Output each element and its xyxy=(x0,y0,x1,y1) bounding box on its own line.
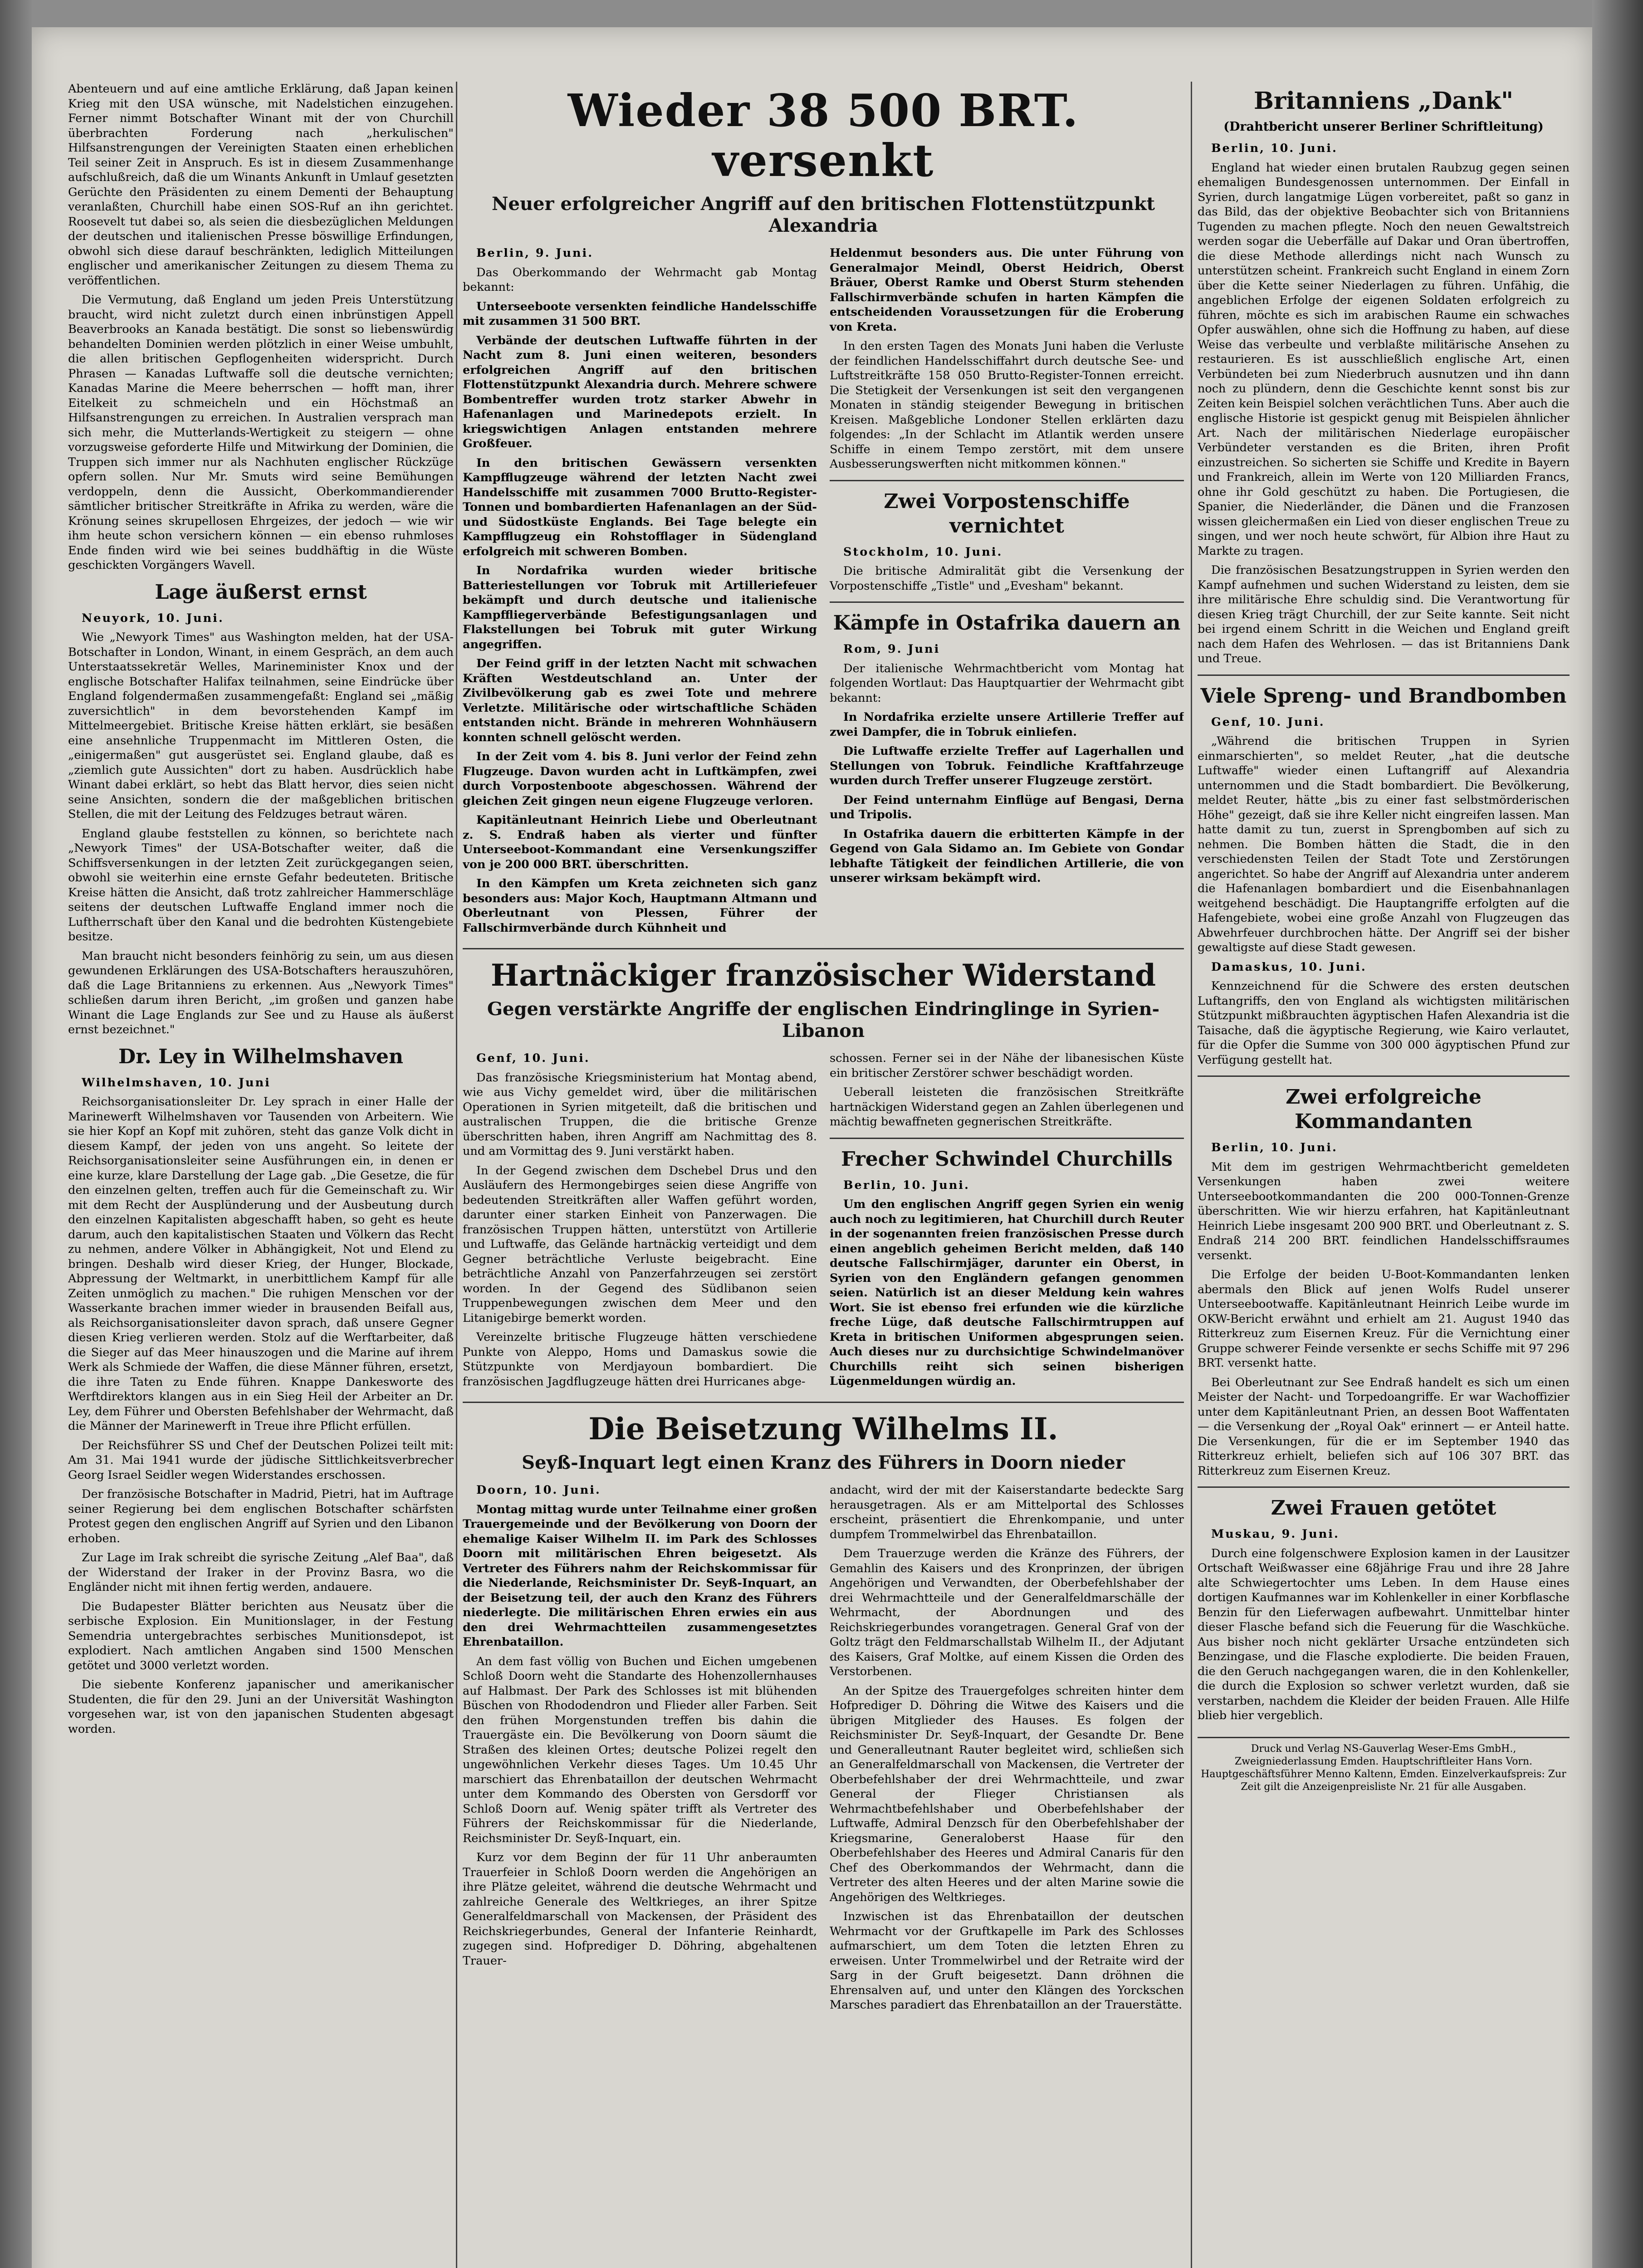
article-paragraph: Wie „Newyork Times" aus Washington melden, hat der USA-Botschafter in London, Winant, in einem Gespräch, an dem auch Unterstaatssekretär Welles, Marineminister Knox und der englische Botschafter Halifax teilnahmen, seine Eindrücke über England folgendermaßen zusammengefaßt: England sei „mäßig zuversichtlich" in dem bevorstehenden Kampf im Mittelmeergebiet. Britische Kreise hätten erklärt, sie besäßen eine ansehnliche Truppenmacht im Mittleren Osten, die „einigermaßen" gut ausgerüstet sei. England glaube, daß es „ziemlich gute Aussichten" dort zu haben. Ausdrücklich habe Winant dabei erklärt, so hebt das Blatt hervor, dies seien nicht seine Ansichten, sondern die der maßgeblichen britischen Stellen, die mit der Leitung des Feldzuges betraut wären. xyxy=(68,631,454,821)
report-paragraph: In den Kämpfen um Kreta zeichneten sich ganz besonders aus: Major Koch, Hauptmann Altmann und Oberleutnant von Plessen, Führer der Fallschirmverbände durch Kühnheit und xyxy=(463,877,817,935)
imprint-line: Druck und Verlag NS-Gauverlag Weser-Ems GmbH., xyxy=(1251,1743,1516,1755)
article-paragraph: England glaube feststellen zu können, so berichtete nach „Newyork Times" der USA-Botschafter weiter, daß die Schiffsversenkungen in der letzten Zeit zurückgegangen seien, obwohl sie weiterhin eine ernste Gefahr bedeuteten. Britische Kreise hätten die Ansicht, daß trotz zahlreicher Hammerschläge seitens der deutschen Luftwaffe England immer noch die Luftherrschaft über den Kanal und die bedrohten Küstengebiete besitze. xyxy=(68,826,454,943)
news-brief: Die siebente Konferenz japanischer und amerikanischer Studenten, die für den 29. Juni an der Universität Washington vorgesehen war, ist von den japanischen Studenten abgesagt worden. xyxy=(68,1678,454,1736)
report-paragraph: Der italienische Wehrmachtbericht vom Montag hat folgenden Wortlaut: Das Hauptquartier der Wehrmacht gibt bekannt: xyxy=(830,661,1184,705)
headline-vorposten: Zwei Vorpostenschiffe vernichtet xyxy=(884,489,1130,538)
report-paragraph: Unterseeboote versenkten feindliche Handelsschiffe mit zusammen 31 500 BRT. xyxy=(463,299,817,328)
article-paragraph: „Während die britischen Truppen in Syrien einmarschierten", so meldet Reuter, „hat die deutsche Luftwaffe" wieder einen Luftangriff auf Alexandria unternommen und die Stadt bombardiert. Die Bevölkerung, meldet Reuter, hätte „bis zu einer fast selbstmörderischen Höhe" gezeigt, daß sie ihre Keller nicht eingreifen lassen. Man hatte damit zu tun, zuerst in Sprengbomben auf sich zu nehmen. Die Bomben hätten die Stadt, die in den verschiedensten Teilen der Stadt Tote und Zerstörungen angerichtet. So habe der Angriff auf Alexandria unter anderem die Hafenanlagen bombardiert und die Eisenbahnanlagen weitgehend beschädigt. Die Hauptangriffe erfolgten auf die Hafengebiete, wobei eine große Anzahl von Flugzeugen das Abwehrfeuer durchbrochen hätte. Der Angriff sei der bisher gewaltigste auf diese Stadt gewesen. xyxy=(1198,734,1570,954)
article-paragraph: Die Vermutung, daß England um jeden Preis Unterstützung braucht, wird nicht zuletzt durch einen inbrünstigen Appell Beaverbrooks an Kanada bestätigt. Die sonst so liebenswürdig behandelten Dominien werden plötzlich in einer Weise umbuhlt, die allen britischen Gepflogenheiten widerspricht. Durch Phrasen — Kanadas Luftwaffe soll die deutsche vernichten; Kanadas Marine die Meere beherrschen — hofft man, ihrer Eitelkeit zu schmeicheln und ein Höchstmaß an Hilfsanstrengungen zu erreichen. In Australien versprach man sich mehr, die Mutterlands-Wertigkeit zu steigern — ohne vorzugsweise geforderte Hilfe und Mitwirkung der Dominien, die Truppen sich immer nur als Nachhuten englischer Rückzüge opfern sollen. Nur Mr. Smuts wird seine Bemühungen verdoppeln, denn die Aussicht, Oberkommandierender sämtlicher britischer Streitkräfte in Afrika zu werden, wäre die Krönung seines skrupellosen Ehrgeizes, der jedoch — wie wir ihm heute schon versichern können — ein ebenso ruhmloses Ende finden wird wie bei seines buddhäftig in die Wüste geschickten Vorgängers Wavell. xyxy=(68,293,454,572)
main-subheadline: Neuer erfolgreicher Angriff auf den britischen Flottenstützpunkt Alexandria xyxy=(491,193,1155,236)
article-paragraph: Vereinzelte britische Flugzeuge hätten verschiedene Punkte von Aleppo, Homs und Damaskus sowie die Stützpunkte von Merdjayoun bombardiert. Die französischen Jagdflugzeuge hätten drei Hurricanes abge- xyxy=(463,1330,817,1388)
beisetzung-columns xyxy=(463,1483,1184,2017)
report-paragraph: In Ostafrika dauern die erbitterten Kämpfe in der Gegend von Gala Sidamo an. Im Gebiete von Gondar lebhafte Tätigkeit der feindlichen Artillerie, die von unserer wirksam bekämpft wird. xyxy=(830,827,1184,885)
article-paragraph: Man braucht nicht besonders feinhörig zu sein, um aus diesen gewundenen Erklärungen des USA-Botschafters herauszuhören, daß die Lage Britanniens zu erkennen. Aus „Newyork Times" schließen darum ihren Bericht, „im großen und ganzen habe Winant die Lage Englands zur See und zu Hause als äußerst ernst bezeichnet." xyxy=(68,949,454,1036)
report-paragraph: In Nordafrika wurden wieder britische Batteriestellungen vor Tobruk mit Artilleriefeuer bekämpft und durch deutsche und italienische Kampffliegerverbände Befestigungsanlagen und Flakstellungen bei Tobruk mit guter Wirkung angegriffen. xyxy=(463,564,817,651)
news-brief: Der Reichsführer SS und Chef der Deutschen Polizei teilt mit: Am 31. Mai 1941 wurde der jüdische Sittlichkeitsverbrecher Georg Israel Seidler wegen Widerstandes erschossen. xyxy=(68,1438,454,1482)
headline-lage: Lage äußerst ernst xyxy=(155,580,367,604)
report-paragraph: In der Zeit vom 4. bis 8. Juni verlor der Feind zehn Flugzeuge. Davon wurden acht in Luftkämpfen, zwei durch Vorpostenboote abgeschossen. Während der gleichen Zeit gingen neun eigene Flugzeuge verloren. xyxy=(463,750,817,808)
widerstand-right xyxy=(830,1051,1184,1393)
article-paragraph: Kurz vor dem Beginn der für 11 Uhr anberaumten Trauerfeier in Schloß Doorn werden die Angehörigen an ihre Plätze geleitet, während die deutsche Wehrmacht und zahlreiche Generale des Weltkrieges, an ihrer Spitze Generalfeldmarschall von Mackensen, der Präsident des Reichskriegerbundes, General der Infanterie Reinhardt, zugegen sind. Hofprediger D. Döhring, abgehaltenen Trauer- xyxy=(463,1851,817,1968)
headline-bomben: Viele Spreng- und Brandbomben xyxy=(1200,684,1567,708)
scan-edge-left xyxy=(0,0,32,2268)
article-paragraph: Bei Oberleutnant zur See Endraß handelt es sich um einen Meister der Nacht- und Torpedoangriffe. Er war Wachoffizier unter dem Kapitänleutnant Prien, an dessen Boot Waffentaten — die Versenkung der „Royal Oak" erinnert — er Anteil hatte. Die Versenkungen, für die er im September 1940 das Ritterkreuz erhielt, beliefen sich auf 106 307 BRT. das Ritterkreuz zum Eisernen Kreuz. xyxy=(1198,1375,1570,1478)
article-paragraph: Ueberall leisteten die französischen Streitkräfte hartnäckigen Widerstand gegen an Zahlen überlegenen und mächtig bewaffneten gegnerischen Streitkräfte. xyxy=(830,1085,1184,1129)
left-column xyxy=(68,82,454,1741)
article-paragraph: Die französischen Besatzungstruppen in Syrien werden den Kampf aufnehmen und suchen Widerstand zu leisten, dem sie ihre militärische Ehre schuldig sind. Die Verantwortung für diesen Krieg trägt Churchill, der zur Seite kannte. Seit nicht bei irgend einem Schritt in die Weichen und England greift nach dem Hafen des Wehrlosen. — das ist Britanniens Dank und Treue. xyxy=(1198,563,1570,665)
dateline: Neuyork, 10. Juni. xyxy=(82,611,224,625)
dateline: Muskau, 9. Juni. xyxy=(1211,1527,1340,1541)
article-paragraph: An dem fast völlig von Buchen und Eichen umgebenen Schloß Doorn weht die Standarte des Hohenzollernhauses auf Halbmast. Der Park des Schlosses ist mit blühenden Büschen von Rhododendron und Flieder aller Farben. Seit den frühen Morgenstunden treffen bis dahin die Trauergäste ein. Die Bevölkerung von Doorn säumt die Straßen des kleinen Ortes; deutsche Polizei regelt den ungewöhnlichen Verkehr dieses Tages. Um 10.45 Uhr marschiert das Ehrenbataillon der deutschen Wehrmacht unter dem Kommando des Obersten von Gersdorff vor Schloß Doorn auf. Wenig später trifft als Vertreter des Führers der Reichskommissar für die Niederlande, Reichsminister Dr. Seyß-Inquart, ein. xyxy=(463,1654,817,1845)
byline: (Drahtbericht unserer Berliner Schriftleitung) xyxy=(1223,120,1544,134)
dateline: Stockholm, 10. Juni. xyxy=(843,545,1003,559)
scan-edge-right xyxy=(1592,0,1643,2268)
imprint-line: Zeit gilt die Anzeigenpreisliste Nr. 21 für alle Ausgaben. xyxy=(1241,1781,1526,1793)
news-brief: Die Budapester Blätter berichten aus Neusatz über die serbische Explosion. Ein Munitionslager, in der Festung Semendria untergebrachtes serbisches Munitionsdepot, ist explodiert. Nach amtlichen Angaben sind 1500 Menschen getötet und 3000 verletzt worden. xyxy=(68,1599,454,1672)
article-paragraph: Die Erfolge der beiden U-Boot-Kommandanten lenken abermals den Blick auf jenen Wolfs Rudel unserer Unterseebootwaffe. Kapitänleutnant Heinrich Leibe wurde im OKW-Bericht erwähnt und erhielt am 21. August 1940 das Ritterkreuz zum Eisernen Kreuz. Für die Vernichtung einer Gruppe schwerer Feinde versenkte er sechs Schiffe mit 97 296 BRT. versenkt hatte. xyxy=(1198,1268,1570,1370)
article-paragraph: Montag mittag wurde unter Teilnahme einer großen Trauergemeinde und der Bevölkerung von Doorn der ehemalige Kaiser Wilhelm II. im Park des Schlosses Doorn mit militärischen Ehren beigesetzt. Als Vertreter des Führers nahm der Reichskommissar für die Niederlande, Reichsminister Dr. Seyß-Inquart, an der Beisetzung teil, der auch den Kranz des Führers niederlegte. Die militärischen Ehren erwies ein aus den drei Wehrmachtteilen zusammengesetztes Ehrenbataillon. xyxy=(463,1502,817,1649)
report-paragraph: Der Feind griff in der letzten Nacht mit schwachen Kräften Westdeutschland an. Unter der Zivilbevölkerung gab es zwei Tote und mehrere Verletzte. Militärische oder wirtschaftliche Schäden entstanden nicht. Brände in mehreren Wohnhäusern konnten schnell gelöscht werden. xyxy=(463,657,817,744)
dateline: Berlin, 10. Juni. xyxy=(843,1178,970,1192)
dateline: Berlin, 10. Juni. xyxy=(1211,1141,1338,1154)
center-column xyxy=(463,82,1184,2017)
article-paragraph: Inzwischen ist das Ehrenbataillon der deutschen Wehrmacht vor der Gruftkapelle im Park des Schlosses aufmarschiert, um dem Toten die letzten Ehren zu erweisen. Unter Trommelwirbel und der Retraite wird der Sarg in der Gruft beigesetzt. Dann dröhnen die Ehrensalven auf, und unter den Klängen des Yorckschen Marsches paradiert das Ehrenbataillon an der Trauerstätte. xyxy=(830,1910,1184,2012)
article-paragraph: schossen. Ferner sei in der Nähe der libanesischen Küste ein britischer Zerstörer schwer beschädigt worden. xyxy=(830,1051,1184,1080)
right-column xyxy=(1198,82,1570,1794)
dateline: Genf, 10. Juni. xyxy=(476,1051,590,1065)
article-paragraph: andacht, wird der mit der Kaiserstandarte bedeckte Sarg herausgetragen. Als er am Mittelportal des Schlosses erscheint, präsentiert die Ehrenkompanie, und unter dumpfem Trommelwirbel das Ehrenbataillon. xyxy=(830,1483,1184,1541)
news-brief: Der französische Botschafter in Madrid, Pietri, hat im Auftrage seiner Regierung bei dem englischen Botschafter schärfsten Protest gegen den englischen Angriff auf Syrien und den Libanon erhoben. xyxy=(68,1487,454,1545)
column-rule-1 xyxy=(456,82,457,2268)
divider xyxy=(830,601,1184,603)
dateline: Genf, 10. Juni. xyxy=(1211,715,1325,729)
divider xyxy=(1198,1486,1570,1488)
headline-beisetzung: Die Beisetzung Wilhelms II. xyxy=(588,1411,1058,1447)
divider xyxy=(1198,675,1570,676)
headline-schwindel: Frecher Schwindel Churchills xyxy=(841,1147,1173,1171)
report-right xyxy=(830,246,1184,940)
news-brief: Zur Lage im Irak schreibt die syrische Zeitung „Alef Baa", daß der Widerstand der Iraker in der Provinz Basra, wo die Engländer nicht mit ihnen fertig werden, andauere. xyxy=(68,1551,454,1594)
report-paragraph: In den britischen Gewässern versenkten Kampfflugzeuge während der letzten Nacht zwei Handelsschiffe mit zusammen 7000 Brutto-Register-Tonnen und bombardierten Hafenanlagen an der Süd- und Südostküste Englands. Bei Tage belegte ein Kampfflugzeug ein Rohstofflager in Südengland erfolgreich mit schweren Bomben. xyxy=(463,456,817,558)
article-paragraph: Reichsorganisationsleiter Dr. Ley sprach in einer Halle der Marinewerft Wilhelmshaven vor Tausenden von Arbeitern. Wie sie hier Kopf an Kopf mit zuhören, steht das ganze Volk dicht in diesem Kampf, der jeden von uns angeht. So leitete der Reichsorganisationsleiter seine Ausführungen ein, in denen er eine kurze, klare Darstellung der Lage gab. „Die Gesetze, die für den einzelnen gelten, treffen auch für die Gemeinschaft zu. Wir mit dem Recht der Ausplünderung und der Ausbeutung durch den einzelnen Kapitalisten abgeschafft haben, so geht es heute darum, auch den kapitalistischen Staaten und Völkern das Recht zu nehmen, andere Völker in Abhängigkeit, Not und Elend zu bringen. Deshalb wird dieser Krieg, der Hunger, Blockade, Abpressung der Weltmarkt, in unerbittlichem Kampf für alle Zeiten unmöglich zu machen." Die ruhigen Menschen vor der Wasserkante brachen immer wieder in brausenden Beifall aus, als Reichsorganisationsleiter davon sprach, daß unsere Gegner diesen Krieg verlieren werden. Stolz auf die Werftarbeiter, daß die Sieger auf das Meer hinauszogen und die Marine auf ihrem Werk als Schmiede der Waffen, die diese Männer führen, ersetzt, die ihre Taten zu Ende führen. Knappe Dankesworte des Werftdirektors klangen aus in ein Sieg Heil der Arbeiter an Dr. Ley, dem Führer und Obersten Befehlshaber der Wehrmacht, daß die Männer der Marinewerft in Treue ihre Pflicht erfüllen. xyxy=(68,1095,454,1433)
beisetzung-left xyxy=(463,1483,817,2017)
imprint-line: Zweigniederlassung Emden. Hauptschriftleiter Hans Vorn. xyxy=(1234,1755,1533,1767)
subheadline-beisetzung: Seyß-Inquart legt einen Kranz des Führers in Doorn nieder xyxy=(522,1452,1125,1473)
report-left xyxy=(463,246,817,940)
report-paragraph: Die Luftwaffe erzielte Treffer auf Lagerhallen und Stellungen von Tobruk. Feindliche Kraftfahrzeuge wurden durch Treffer unserer Flugzeuge zerstört. xyxy=(830,744,1184,787)
headline-dank: Britanniens „Dank" xyxy=(1253,87,1514,115)
headline-widerstand: Hartnäckiger französischer Widerstand xyxy=(490,958,1156,993)
dateline: Berlin, 10. Juni. xyxy=(1211,142,1338,155)
main-headline: Wieder 38 500 BRT. versenkt xyxy=(567,85,1079,187)
report-paragraph: Der Feind unternahm Einflüge auf Bengasi, Derna und Tripolis. xyxy=(830,793,1184,821)
article-paragraph: Mit dem im gestrigen Wehrmachtbericht gemeldeten Versenkungen haben zwei weitere Unterseebootkommandanten die 200 000-Tonnen-Grenze überschritten. Wie wir hierzu erfahren, hat Kapitänleutnant Heinrich Liebe insgesamt 200 900 BRT. und Oberleutnant z. S. Endraß 214 200 BRT. feindlichen Handelsschiffsraumes versenkt. xyxy=(1198,1160,1570,1262)
report-paragraph: Die britische Admiralität gibt die Versenkung der Vorpostenschiffe „Tistle" und „Evesham" bekannt. xyxy=(830,564,1184,593)
divider xyxy=(463,948,1184,949)
article-paragraph: In der Gegend zwischen dem Dschebel Drus und den Ausläufern des Hermongebirges seien diese Angriffe von bedeutenden Streitkräften aller Waffen geführt worden, darunter einer starken Einheit von Panzerwagen. Die französischen Truppen hätten, unterstützt von Artillerie und Luftwaffe, das Gelände hartnäckig verteidigt und dem Gegner beträchtliche Verluste beigebracht. Eine beträchtliche Anzahl von Panzerfahrzeugen sei zerstört worden. In der Gegend des Südlibanon seien Truppenbewegungen zwischen dem Meer und den Litanigebirge bemerkt worden. xyxy=(463,1163,817,1325)
subheadline-widerstand: Gegen verstärkte Angriffe der englischen Eindringlinge in Syrien-Libanon xyxy=(487,998,1160,1041)
beisetzung-right xyxy=(830,1483,1184,2017)
article-paragraph: Durch eine folgenschwere Explosion kamen in der Lausitzer Ortschaft Weißwasser eine 68jährige Frau und ihre 28 Jahre alte Schwiegertochter ums Leben. In dem Hause eines dortigen Kaufmannes war im Kohlenkeller in einer Korbflasche Benzin für den Lieferwagen aufbewahrt. Unmittelbar hinter dieser Flasche befand sich die Feuerung für die Waschküche. Aus bisher noch nicht geklärter Ursache entzündeten sich Benzingase, und die Flasche explodierte. Die beiden Frauen, die den Geruch nachgegangen waren, die in den Kohlenkeller, die durch die Explosion so schwer verletzt wurden, daß sie verstarben, nachdem die Kleider der beiden Frauen. Alle Hilfe blieb hier vergeblich. xyxy=(1198,1546,1570,1722)
report-paragraph: In den ersten Tagen des Monats Juni haben die Verluste der feindlichen Handelsschiffahrt durch deutsche See- und Luftstreitkräfte 158 050 Brutto-Register-Tonnen erreicht. Die Stetigkeit der Versenkungen ist seit den vergangenen Monaten in ständig steigender Bewegung in britischen Kreisen. Maßgebliche Londoner Stellen erklärten dazu folgendes: „In der Schlacht im Atlantik werden unsere Schiffe in einem Tempo zerstört, mit dem unsere Ausbesserungswerften nicht mitkommen können." xyxy=(830,339,1184,471)
report-columns xyxy=(463,246,1184,940)
widerstand-columns xyxy=(463,1051,1184,1393)
headline-frauen: Zwei Frauen getötet xyxy=(1271,1496,1496,1520)
divider xyxy=(830,480,1184,481)
imprint-line: Hauptgeschäftsführer Menno Kaltenn, Emden. Einzelverkaufspreis: Zur xyxy=(1201,1768,1566,1780)
report-paragraph: In Nordafrika erzielte unsere Artillerie Treffer auf zwei Dampfer, die in Tobruk einliefen. xyxy=(830,710,1184,739)
article-continuation: Abenteuern und auf eine amtliche Erklärung, daß Japan keinen Krieg mit den USA wünsche, mit Nadelstichen einzugehen. Ferner nimmt Botschafter Winant mit der von Churchill überbrachten Forderung nach „herkulischen" Hilfsanstrengungen der Vereinigten Staaten einen erheblichen Teil seiner Zeit in Anspruch. Es ist in diesem Zusammenhange aufschlußreich, daß die um Winants Ankunft in Umlauf gesetzten Gerüchte den Präsidenten zu einem Dementi der Behauptung veranlaßten, Churchill habe einen SOS-Ruf an ihn gerichtet. Roosevelt tut dabei so, als seien die diesbezüglichen Meldungen der deutschen und italienischen Presse böswillige Erfindungen, obwohl sich diese darauf beschränkten, lediglich Mitteilungen englischer und amerikanischer Zeitungen zu diesem Thema zu veröffentlichen. xyxy=(68,82,454,288)
report-paragraph: Das Oberkommando der Wehrmacht gab Montag bekannt: xyxy=(463,265,817,294)
report-paragraph: Verbände der deutschen Luftwaffe führten in der Nacht zum 8. Juni einen weiteren, besonders erfolgreichen Angriff auf den britischen Flottenstützpunkt Alexandria durch. Mehrere schwere Bombentreffer wurden trotz starker Abwehr in Hafenanlagen und Marinedepots erzielt. In kriegswichtigen Anlagen entstanden mehrere Großfeuer. xyxy=(463,333,817,450)
article-paragraph: England hat wieder einen brutalen Raubzug gegen seinen ehemaligen Bundesgenossen unternommen. Der Einfall in Syrien, durch langatmige Lügen vorbereitet, paßt so ganz in das Bild, das der objektive Beobachter sich von Britanniens Tugenden zu machen pflegte. Noch den neuen Gewaltstreich werden sogar die Ueberfälle auf Dakar und Oran übertroffen, die diese Methode allerdings nicht nach Wunsch zu unterstützen scheint. Frankreich sucht England in einem Zorn über die Kette seiner Niederlagen zu führen. Unfähig, die angeblichen Erfolge der eigenen Soldaten erfolgreich zu führen, möchte es sich im arabischen Raume ein schwaches Opfer auswählen, ohne sich die Hoffnung zu haben, auf diese Weise das verbeulte und verblaßte militärische Ansehen zu restaurieren. Es ist ausschließlich englische Art, einen Verbündeten bei zum Niederbruch ausnutzen und ihn dann noch zu plündern, denn die Geschichte kennt sonst bis zur Zeiten kein Beispiel solchen verächtlichen Tuns. Aber auch die englische Historie ist gespickt genug mit Beispielen ähnlicher Art. Nach der militärischen Niederlage europäischer Verbündeter verstanden es die Briten, ihren Profit einzustreichen. So sicherten sie Schiffe und Kredite in Bayern und Frankreich, allein im Werte von 120 Milliarden Francs, ohne ihr Gold geschützt zu haben. Die Portugiesen, die Spanier, die Niederländer, die Dänen und die Franzosen wissen gleichermaßen ein Lied von dieser englischen Treue zu singen, und wer noch heute schwört, für Albion ihre Haut zu Markte zu tragen. xyxy=(1198,161,1570,558)
widerstand-left xyxy=(463,1051,817,1393)
dateline: Doorn, 10. Juni. xyxy=(476,1483,601,1497)
headline-kommandanten: Zwei erfolgreiche Kommandanten xyxy=(1286,1085,1482,1133)
headline-ostafrika: Kämpfe in Ostafrika dauern an xyxy=(833,611,1181,635)
divider xyxy=(463,1402,1184,1403)
report-paragraph: Kapitänleutnant Heinrich Liebe und Oberleutnant z. S. Endraß haben als vierter und fünfter Unterseeboot-Kommandant eine Versenkungsziffer von je 200 000 BRT. überschritten. xyxy=(463,813,817,871)
headline-ley: Dr. Ley in Wilhelmshaven xyxy=(118,1045,403,1068)
imprint xyxy=(1198,1737,1570,1794)
dateline: Rom, 9. Juni xyxy=(843,642,940,656)
column-rule-2 xyxy=(1191,82,1192,2268)
divider xyxy=(1198,1075,1570,1077)
dateline: Damaskus, 10. Juni. xyxy=(1211,960,1367,974)
dateline: Wilhelmshaven, 10. Juni xyxy=(82,1075,271,1090)
article-paragraph: Kennzeichnend für die Schwere des ersten deutschen Luftangriffs, den von England als wichtigsten militärischen Stützpunkt mißbrauchten ägyptischen Hafen Alexandria ist die Taisache, daß die ägyptische Regierung, wie Kairo verlautet, für die Opfer die Summe von 300 000 ägyptischen Pfund zur Verfügung gestellt hat. xyxy=(1198,979,1570,1067)
report-paragraph: Heldenmut besonders aus. Die unter Führung von Generalmajor Meindl, Oberst Heidrich, Oberst Bräuer, Oberst Ramke und Oberst Sturm stehenden Fallschirmverbände schufen in harten Kämpfen die entscheidenden Voraussetzungen für die Eroberung von Kreta. xyxy=(830,246,1184,334)
article-paragraph: An der Spitze des Trauergefolges schreiten hinter dem Hofprediger D. Döhring die Witwe des Kaisers und die übrigen Mitglieder des Hauses. Es folgen der Reichsminister Dr. Seyß-Inquart, der Gesandte Dr. Bene und Generalleutnant Rauter begleitet wird, schließen sich an Generalfeldmarschall von Mackensen, die Vertreter der Oberbefehlshaber der drei Wehrmachtteile, und zwar General der Flieger Christiansen als Wehrmachtbefehlshaber und Oberbefehlshaber der Luftwaffe, Admiral Denzsch für den Oberbefehlshaber der Kriegsmarine, Generaloberst Haase für den Oberbefehlshaber des Heeres und Admiral Canaris für den Chef des Oberkommandos der Wehrmacht, dann die Vertreter des alten Heeres und der alten Marine sowie die Angehörigen des Weltkrieges. xyxy=(830,1684,1184,1904)
divider xyxy=(830,1138,1184,1139)
article-paragraph: Dem Trauerzuge werden die Kränze des Führers, der Gemahlin des Kaisers und des Kronprinzen, der übrigen Angehörigen und Verwandten, der Oberbefehlshaber der drei Wehrmachtteile und der Generalfeldmarschälle der Wehrmacht, der Abordnungen und des Reichskriegerbundes vorangetragen. General Graf von der Goltz trägt den Feldmarschallstab Wilhelm II., der Adjutant des Kaisers, Graf Moltke, auf einem Kissen die Orden des Verstorbenen. xyxy=(830,1547,1184,1678)
article-paragraph: Um den englischen Angriff gegen Syrien ein wenig auch noch zu legitimieren, hat Churchill durch Reuter in der sogenannten freien französischen Presse durch einen angeblich geheimen Bericht melden, daß 140 deutsche Fallschirmjäger, darunter ein Oberst, in Syrien von den Engländern gefangen genommen seien. Natürlich ist an dieser Meldung kein wahres Wort. Sie ist ebenso frei erfunden wie die kürzliche freche Lüge, daß deutsche Fallschirmtruppen auf Kreta in britischen Uniformen abgesprungen seien. Auch dieses nur zu durchsichtige Schwindelmanöver Churchills reiht sich seinen bisherigen Lügenmeldungen würdig an. xyxy=(830,1198,1184,1388)
article-paragraph: Das französische Kriegsministerium hat Montag abend, wie aus Vichy gemeldet wird, über die militärischen Operationen in Syrien mitgeteilt, daß die britischen und australischen Truppen, die die britische Grenze überschritten haben, ihren Angriff am Nachmittag des 8. und am Vormittag des 9. Juni verstärkt haben. xyxy=(463,1070,817,1158)
dateline: Berlin, 9. Juni. xyxy=(476,246,594,260)
